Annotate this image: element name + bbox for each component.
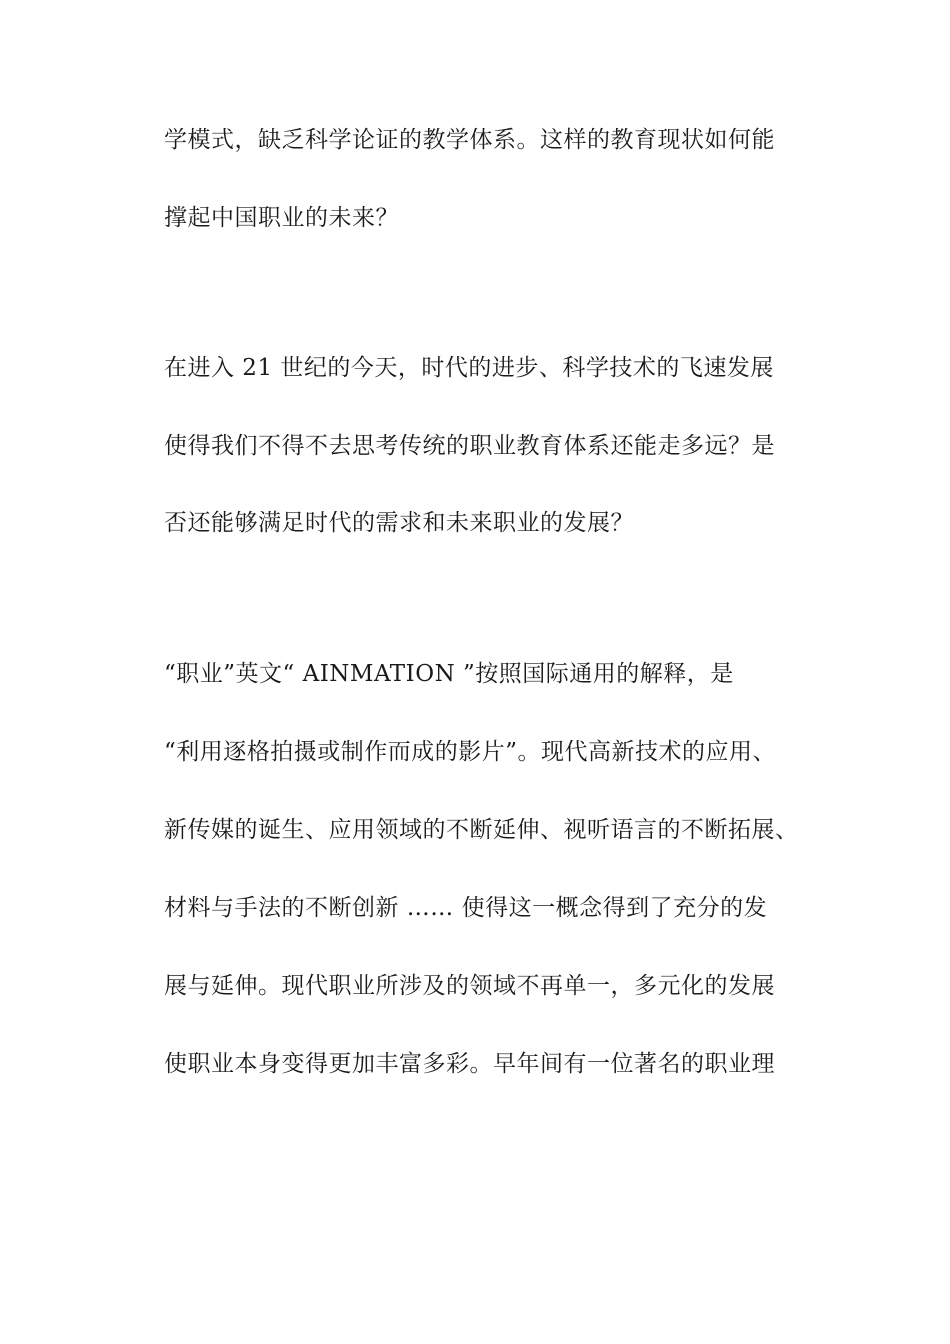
text-line: 在进入 21 世纪的今天，时代的进步、科学技术的飞速发展 xyxy=(164,355,774,381)
text-line: 使得我们不得不去思考传统的职业教育体系还能走多远？是 xyxy=(164,433,775,459)
text-line: 新传媒的诞生、应用领域的不断延伸、视听语言的不断拓展、 xyxy=(164,817,799,843)
text-line: 否还能够满足时代的需求和未来职业的发展？ xyxy=(164,510,634,536)
text-line: “职业”英文“ AINMATION ”按照国际通用的解释，是 xyxy=(164,661,734,687)
text-line: 材料与手法的不断创新 …… 使得这一概念得到了充分的发 xyxy=(164,895,768,921)
text-line: 使职业本身变得更加丰富多彩。早年间有一位著名的职业理 xyxy=(164,1051,775,1077)
text-line: 展与延伸。现代职业所涉及的领域不再单一，多元化的发展 xyxy=(164,973,775,999)
text-line: 学模式，缺乏科学论证的教学体系。这样的教育现状如何能 xyxy=(164,127,775,153)
text-line: 撑起中国职业的未来？ xyxy=(164,205,399,231)
text-line: “利用逐格拍摄或制作而成的影片”。现代高新技术的应用、 xyxy=(164,739,777,765)
